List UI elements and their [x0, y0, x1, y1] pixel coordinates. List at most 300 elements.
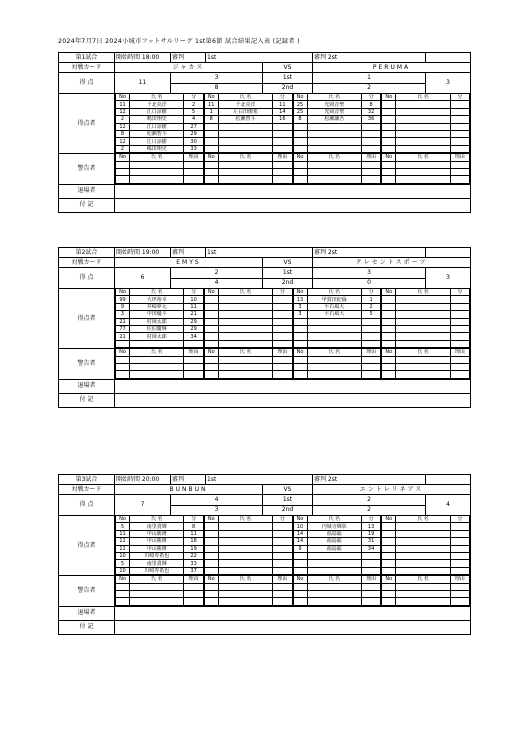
player-number: [204, 138, 218, 145]
ejection-field: [115, 606, 471, 620]
goal-minute: [273, 123, 292, 130]
player-name: [396, 590, 450, 597]
table-row: [382, 311, 470, 318]
player-number: [204, 168, 218, 175]
player-number: [382, 560, 396, 567]
goal-minute: 30: [184, 138, 203, 145]
player-name: 川崎寿希也: [130, 567, 184, 574]
header-name: 氏 名: [130, 516, 184, 523]
goal-minute: [450, 583, 469, 590]
ejection-field: [115, 184, 471, 198]
player-number: [116, 340, 130, 347]
table-row: [293, 363, 381, 370]
player-name: [218, 567, 272, 574]
goal-minute: 19: [361, 530, 380, 537]
goal-minute: [273, 325, 292, 332]
player-number: [382, 123, 396, 130]
header-no: No: [204, 154, 218, 161]
player-name: [396, 340, 450, 347]
goal-minute: [273, 552, 292, 559]
table-row: [204, 123, 292, 130]
player-number: [204, 325, 218, 332]
table-row: [116, 161, 204, 168]
player-name: [396, 567, 450, 574]
table-row: [382, 145, 470, 152]
ejection-label: 退場者: [59, 606, 115, 620]
player-name: 南里貴輝: [130, 523, 184, 530]
header-no: No: [293, 516, 307, 523]
goal-minute: 8: [184, 523, 203, 530]
player-number: [293, 145, 307, 152]
table-row: [204, 311, 292, 318]
player-number: [293, 123, 307, 130]
player-name: [307, 340, 361, 347]
team-b-1st: 3: [313, 268, 426, 279]
goal-minute: [450, 523, 469, 530]
header-reason: 理由: [450, 349, 469, 356]
header-minute: 分: [450, 94, 469, 101]
half-2nd-label: 2nd: [263, 83, 313, 94]
player-name: [307, 363, 361, 370]
warning-table: [115, 349, 204, 379]
header-no: No: [293, 154, 307, 161]
table-row: [116, 538, 204, 545]
player-name: 川崎寿希也: [130, 552, 184, 559]
referee-2: 審判 2st: [313, 475, 426, 485]
vs-label: VS: [263, 63, 313, 73]
team-b-2nd: 0: [313, 278, 426, 289]
goal-minute: [361, 371, 380, 378]
team-b-2nd: 2: [313, 505, 426, 516]
player-name: [218, 545, 272, 552]
table-row: [382, 176, 470, 183]
goal-minute: [450, 138, 469, 145]
goal-minute: [361, 552, 380, 559]
player-number: 77: [116, 325, 130, 332]
goal-minute: [273, 363, 292, 370]
notes-label: 付 記: [59, 393, 115, 407]
table-row: [204, 318, 292, 325]
goal-minute: [450, 590, 469, 597]
player-name: [218, 538, 272, 545]
table-row: [293, 583, 381, 590]
player-name: 平石風大: [307, 311, 361, 318]
player-number: [204, 590, 218, 597]
goal-minute: 11: [184, 303, 203, 310]
header-reason: 理由: [450, 154, 469, 161]
player-number: [204, 545, 218, 552]
player-number: 3: [293, 311, 307, 318]
player-number: [293, 583, 307, 590]
player-name: 松瀬智斗: [218, 116, 272, 123]
table-row: [116, 371, 204, 378]
goal-minute: [361, 560, 380, 567]
header-no: No: [116, 154, 130, 161]
goal-minute: [450, 168, 469, 175]
goal-minute: 2: [184, 101, 203, 108]
table-row: [382, 333, 470, 340]
goal-minute: [184, 583, 203, 590]
goal-minute: [361, 130, 380, 137]
player-name: 南里貴輝: [130, 560, 184, 567]
warning-table: [381, 154, 470, 184]
player-name: [130, 363, 184, 370]
scorer-table: [115, 289, 204, 348]
ejection-label: 退場者: [59, 379, 115, 393]
team-a-1st: 3: [171, 73, 263, 84]
goal-minute: [450, 303, 469, 310]
player-name: [218, 130, 272, 137]
table-row: [382, 583, 470, 590]
referee-2: 審判 2st: [313, 53, 426, 63]
table-row: [293, 325, 381, 332]
player-name: 松瀬謙吾: [307, 116, 361, 123]
player-number: [293, 356, 307, 363]
table-row: [293, 530, 381, 537]
goal-minute: [273, 590, 292, 597]
goal-minute: [361, 318, 380, 325]
warning-label: 警告者: [59, 349, 115, 380]
header-reason: 理由: [273, 576, 292, 583]
player-number: 9: [293, 545, 307, 552]
table-row: [116, 340, 204, 347]
header-no: No: [382, 154, 396, 161]
goal-minute: [450, 101, 469, 108]
table-row: [204, 598, 292, 605]
player-name: 大坪裕幸: [130, 296, 184, 303]
player-name: 江口涼樹: [130, 138, 184, 145]
table-row: [204, 530, 292, 537]
player-name: 中山勝隆: [130, 530, 184, 537]
player-number: [382, 333, 396, 340]
table-row: [204, 303, 292, 310]
warning-table: [204, 349, 293, 379]
header-minute: 分: [184, 94, 203, 101]
goal-minute: [361, 333, 380, 340]
scorer-table: [293, 516, 382, 575]
score-label: 得 点: [59, 268, 115, 289]
player-number: [382, 552, 396, 559]
table-row: [116, 101, 204, 108]
player-name: [307, 161, 361, 168]
scorer-table: [381, 516, 470, 575]
goal-minute: [361, 176, 380, 183]
notes-field: [115, 620, 471, 634]
table-row: [116, 138, 204, 145]
player-name: [396, 130, 450, 137]
table-row: [204, 340, 292, 347]
goal-minute: [273, 567, 292, 574]
scorers-label: 得点者: [59, 289, 115, 349]
player-name: [396, 560, 450, 567]
player-name: [396, 311, 450, 318]
player-number: [382, 340, 396, 347]
goal-minute: [361, 583, 380, 590]
player-name: [396, 318, 450, 325]
game-block: [58, 247, 470, 408]
player-number: [382, 145, 396, 152]
goal-minute: 16: [273, 116, 292, 123]
player-name: 村岡太郎: [130, 333, 184, 340]
half-1st-label: 1st: [263, 73, 313, 84]
player-name: [396, 530, 450, 537]
scorer-table: [204, 516, 293, 575]
header-name: 氏 名: [396, 94, 450, 101]
header-name: 氏 名: [218, 154, 272, 161]
goal-minute: [450, 598, 469, 605]
referee-1: 1st: [206, 53, 313, 63]
player-number: 14: [293, 538, 307, 545]
goal-minute: [450, 560, 469, 567]
goal-minute: [273, 176, 292, 183]
table-row: [204, 168, 292, 175]
player-number: 11: [204, 101, 218, 108]
player-name: [130, 161, 184, 168]
table-row: [116, 168, 204, 175]
table-row: [116, 530, 204, 537]
player-name: [218, 168, 272, 175]
player-number: [204, 303, 218, 310]
player-number: [382, 176, 396, 183]
notes-label: 付 記: [59, 198, 115, 212]
player-number: [204, 130, 218, 137]
table-row: [382, 108, 470, 115]
player-number: [382, 356, 396, 363]
player-name: [396, 325, 450, 332]
warning-table: [115, 154, 204, 184]
warning-table: [293, 576, 382, 606]
player-number: 10: [116, 552, 130, 559]
scorers-label: 得点者: [59, 516, 115, 576]
player-name: [307, 168, 361, 175]
player-name: [307, 583, 361, 590]
player-name: 中山勝隆: [130, 545, 184, 552]
player-name: 福島聡: [307, 545, 361, 552]
team-a-1st: 4: [171, 495, 263, 506]
goal-minute: [273, 545, 292, 552]
header-no: No: [204, 94, 218, 101]
goal-minute: [361, 168, 380, 175]
player-number: [382, 138, 396, 145]
table-row: [382, 318, 470, 325]
header-name: 氏 名: [307, 576, 361, 583]
goal-minute: [361, 161, 380, 168]
player-name: [396, 371, 450, 378]
goal-minute: [361, 590, 380, 597]
header-name: 氏 名: [396, 349, 450, 356]
table-row: [204, 560, 292, 567]
goal-minute: [361, 340, 380, 347]
player-number: 12: [116, 123, 130, 130]
player-name: 左右田僚希: [218, 108, 272, 115]
header-minute: 分: [184, 516, 203, 523]
player-number: [293, 130, 307, 137]
table-row: [116, 560, 204, 567]
table-row: [204, 333, 292, 340]
player-name: [396, 123, 450, 130]
player-name: [396, 303, 450, 310]
goal-minute: 32: [361, 108, 380, 115]
half-2nd-label: 2nd: [263, 505, 313, 516]
table-row: [204, 371, 292, 378]
player-number: [293, 363, 307, 370]
header-no: No: [293, 576, 307, 583]
player-name: [130, 371, 184, 378]
game-block: [58, 474, 470, 635]
player-number: [382, 116, 396, 123]
header-no: No: [382, 94, 396, 101]
goal-minute: 37: [184, 567, 203, 574]
header-reason: 理由: [184, 349, 203, 356]
header-no: No: [204, 349, 218, 356]
document-title: 2024年7月7日 2024小城市フットサルリーグ 1st第6節 試合結果記入表 (記録者 ): [58, 38, 300, 45]
scorers-label: 得点者: [59, 94, 115, 154]
table-row: [293, 538, 381, 545]
warning-label: 警告者: [59, 154, 115, 185]
player-name: [307, 138, 361, 145]
table-row: [293, 176, 381, 183]
player-number: [293, 138, 307, 145]
player-name: [396, 138, 450, 145]
player-number: [382, 303, 396, 310]
notes-field: [115, 393, 471, 407]
goal-minute: [273, 371, 292, 378]
player-number: [382, 371, 396, 378]
player-name: [307, 130, 361, 137]
player-name: 福島聡: [307, 538, 361, 545]
player-number: [116, 176, 130, 183]
table-row: [293, 590, 381, 597]
scorer-table: [115, 94, 204, 153]
goal-minute: [450, 356, 469, 363]
goal-minute: 29: [184, 318, 203, 325]
table-row: [116, 356, 204, 363]
table-row: [293, 598, 381, 605]
header-name: 氏 名: [130, 94, 184, 101]
table-row: [116, 552, 204, 559]
goal-minute: [450, 567, 469, 574]
goal-minute: [450, 530, 469, 537]
start-time: 開始時間 20:00: [115, 475, 171, 485]
player-name: [218, 145, 272, 152]
player-number: [204, 363, 218, 370]
player-name: [396, 145, 450, 152]
goal-minute: [273, 356, 292, 363]
goal-minute: [273, 311, 292, 318]
scorer-table: [293, 94, 382, 153]
player-name: [307, 567, 361, 574]
player-number: [293, 598, 307, 605]
player-name: [218, 560, 272, 567]
player-number: [116, 371, 130, 378]
table-row: [382, 552, 470, 559]
player-number: 8: [204, 116, 218, 123]
player-name: [307, 590, 361, 597]
vs-label: VS: [263, 485, 313, 495]
referee-1-label: 審判: [171, 53, 206, 63]
player-number: [293, 560, 307, 567]
player-name: [396, 598, 450, 605]
goal-minute: 29: [184, 325, 203, 332]
team-b-1st: 1: [313, 73, 426, 84]
table-row: [116, 545, 204, 552]
table-row: [204, 161, 292, 168]
table-row: [116, 318, 204, 325]
goal-minute: [361, 325, 380, 332]
player-name: [396, 108, 450, 115]
player-name: [307, 560, 361, 567]
player-number: [116, 161, 130, 168]
table-row: [204, 552, 292, 559]
player-name: 中山勝隆: [130, 538, 184, 545]
player-number: 21: [116, 318, 130, 325]
table-row: [293, 552, 381, 559]
table-row: [116, 116, 204, 123]
player-number: [293, 325, 307, 332]
header-name: 氏 名: [396, 576, 450, 583]
player-name: [218, 161, 272, 168]
player-name: 江口涼樹: [130, 123, 184, 130]
header-no: No: [382, 576, 396, 583]
ejection-field: [115, 379, 471, 393]
player-name: [307, 371, 361, 378]
goal-minute: [450, 340, 469, 347]
player-number: [293, 340, 307, 347]
goal-minute: 2: [361, 303, 380, 310]
player-name: [307, 598, 361, 605]
player-name: [396, 356, 450, 363]
table-row: [204, 363, 292, 370]
team-b-2nd: 2: [313, 83, 426, 94]
player-name: [218, 583, 272, 590]
table-row: [382, 371, 470, 378]
goal-minute: [273, 340, 292, 347]
team-b-name: PERUMA: [313, 63, 471, 73]
player-name: [130, 583, 184, 590]
table-row: [293, 161, 381, 168]
player-number: 12: [116, 108, 130, 115]
table-row: [204, 130, 292, 137]
table-row: [293, 116, 381, 123]
player-number: 5: [116, 560, 130, 567]
player-name: [218, 318, 272, 325]
player-number: [204, 567, 218, 574]
table-row: [116, 598, 204, 605]
matchup-label: 対戦カード: [59, 258, 115, 268]
game-label: 第3試合: [59, 475, 115, 485]
notes-label: 付 記: [59, 620, 115, 634]
goal-minute: [450, 123, 469, 130]
table-row: [116, 108, 204, 115]
header-reason: 理由: [184, 576, 203, 583]
header-no: No: [382, 289, 396, 296]
player-number: 1: [204, 108, 218, 115]
player-number: [116, 598, 130, 605]
player-name: 光岡音聖: [307, 108, 361, 115]
table-row: [382, 356, 470, 363]
team-a-name: EMYS: [115, 258, 263, 268]
referee-1: 1st: [206, 248, 313, 258]
player-number: [382, 567, 396, 574]
goal-minute: [450, 325, 469, 332]
table-row: [382, 116, 470, 123]
header-name: 氏 名: [396, 154, 450, 161]
header-name: 氏 名: [307, 154, 361, 161]
table-row: [382, 168, 470, 175]
table-row: [293, 340, 381, 347]
matchup-label: 対戦カード: [59, 485, 115, 495]
header-no: No: [293, 289, 307, 296]
